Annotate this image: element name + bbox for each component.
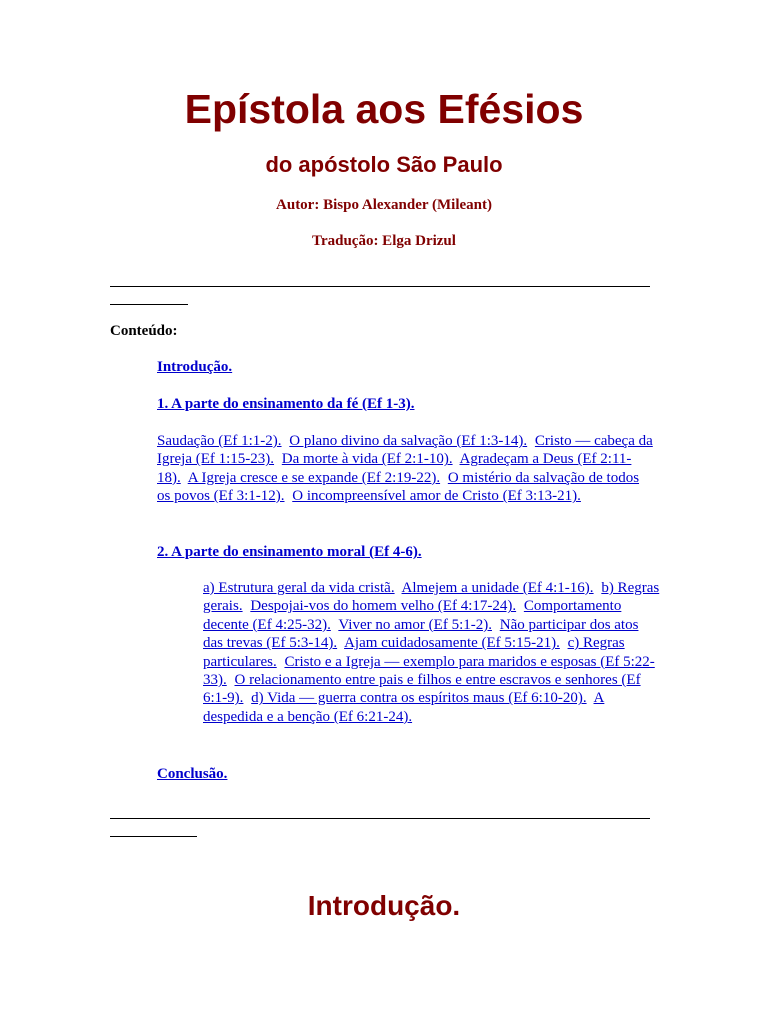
toc-link[interactable]: a) Estrutura geral da vida cristã. — [203, 580, 395, 596]
toc-link-conclusion[interactable]: Conclusão. — [157, 766, 228, 782]
toc-link[interactable]: Da morte à vida (Ef 2:1-10). — [281, 451, 453, 468]
toc-link[interactable]: O relacionamento entre pais e filhos e entre escravos e senhores (Ef 6:1-9). — [203, 672, 641, 707]
toc-link[interactable]: d) Vida — guerra contra os espíritos maus (Ef 6:10-20). — [251, 690, 587, 707]
toc-link[interactable]: O mistério da salvação de todos os povos (Ef 3:1-12). — [157, 469, 640, 505]
toc-part2-heading — [157, 544, 422, 561]
translator-line: Tradução: Elga Drizul — [312, 233, 456, 249]
toc-conclusion — [157, 766, 227, 783]
toc-link[interactable]: A Igreja cresce e se expande (Ef 2:19-22). — [187, 469, 441, 486]
divider-line-tail — [110, 836, 197, 837]
section-heading-introduction: Introdução. — [307, 890, 461, 921]
toc-link-introduction[interactable]: Introdução. — [157, 359, 233, 375]
toc-link-part2[interactable]: 2. A parte do ensinamento moral (Ef 4-6). — [157, 544, 422, 560]
toc-link[interactable]: O plano divino da salvação (Ef 1:3-14). — [289, 433, 528, 449]
toc-link[interactable]: Viver no amor (Ef 5:1-2). — [338, 616, 492, 633]
toc-introduction — [157, 359, 232, 376]
toc-link[interactable]: Despojai-vos do homem velho (Ef 4:17-24). — [250, 598, 517, 615]
toc-link[interactable]: Saudação (Ef 1:1-2). — [157, 433, 282, 449]
toc-link[interactable]: b) Regras gerais. — [203, 580, 660, 615]
toc-link[interactable]: Almejem a unidade (Ef 4:1-16). — [401, 580, 594, 596]
document-title: Epístola aos Efésios — [184, 86, 584, 132]
toc-link[interactable]: Não participar dos atos das trevas (Ef 5:3-14). — [203, 616, 639, 652]
toc-link[interactable]: A despedida e a benção (Ef 6:21-24). — [203, 690, 605, 725]
toc-link[interactable]: c) Regras particulares. — [203, 635, 625, 670]
author-line: Autor: Bispo Alexander (Mileant) — [276, 197, 492, 213]
toc-part1-links — [157, 432, 653, 506]
toc-link-part1[interactable]: 1. A parte do ensinamento da fé (Ef 1-3). — [157, 396, 415, 412]
document-subtitle: do apóstolo São Paulo — [265, 152, 503, 177]
toc-link[interactable]: Ajam cuidadosamente (Ef 5:15-21). — [344, 635, 560, 652]
toc-part1-heading — [157, 396, 415, 413]
divider-line — [110, 818, 650, 819]
contents-label: Conteúdo: — [110, 323, 178, 339]
toc-part2-links — [203, 579, 661, 726]
divider-line — [110, 286, 650, 287]
toc-link[interactable]: Comportamento decente (Ef 4:25-32). — [203, 598, 622, 633]
toc-link[interactable]: Cristo e a Igreja — exemplo para maridos e esposas (Ef 5:22-33). — [203, 653, 655, 689]
toc-link[interactable]: O incompreensível amor de Cristo (Ef 3:13-21). — [292, 488, 581, 505]
toc-link[interactable]: Cristo — cabeça da Igreja (Ef 1:15-23). — [157, 433, 653, 468]
toc-link[interactable]: Agradeçam a Deus (Ef 2:11-18). — [157, 451, 632, 486]
divider-line-tail — [110, 304, 188, 305]
